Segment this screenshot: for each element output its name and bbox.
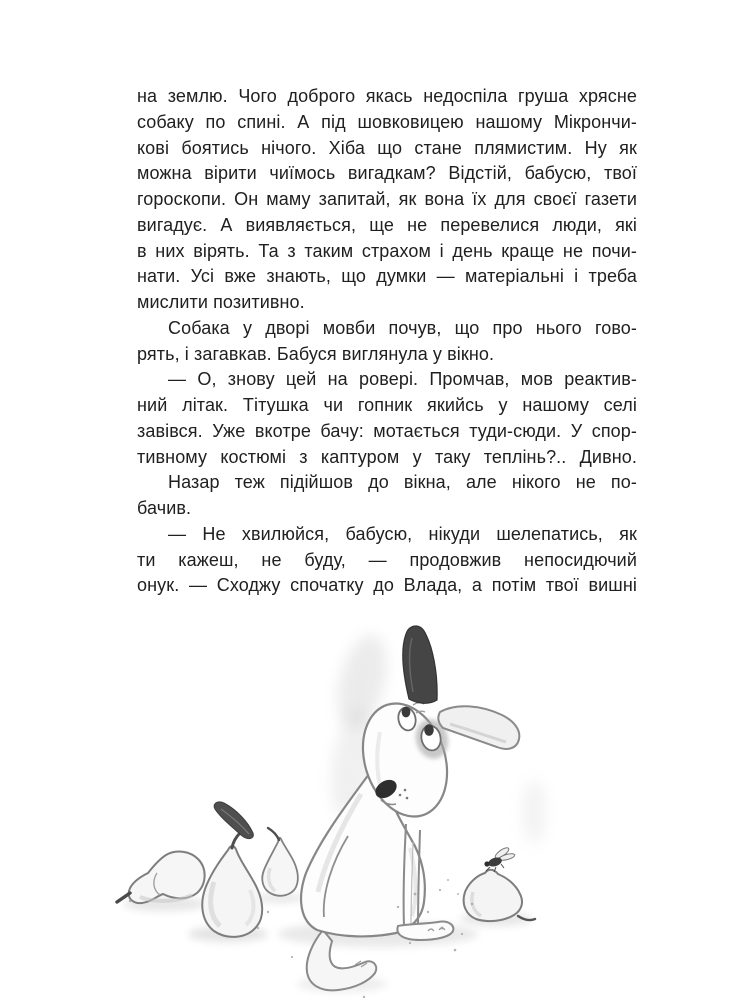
text-line: можна вірити чиїмось вигадкам? Відстій, бабусю, твої bbox=[137, 163, 637, 184]
text-line: гороскопи. Он маму запитай, як вона їх для своєї газети bbox=[137, 189, 637, 209]
text-line: в них вірять. Та з таким страхом і день краще не почи- bbox=[137, 240, 637, 261]
text-line: рять, і загавкав. Бабуся виглянула у вікно. bbox=[137, 343, 495, 364]
text-line: вигадує. А виявляється, ще не перевелися люди, які bbox=[137, 214, 637, 235]
text-line: — О, знову цей на ровері. Промчав, мов реактив- bbox=[168, 369, 637, 390]
illustration bbox=[110, 612, 570, 1000]
text-line: онук. — Сходжу спочатку до Влада, а потім твої вишні bbox=[137, 575, 637, 596]
pear-upright-with-leaf bbox=[202, 802, 262, 937]
text-line: собаку по спині. А під шовковицею нашому Мікрончи- bbox=[137, 111, 637, 132]
pear-upright-stem bbox=[232, 833, 240, 848]
text-line: мислити позитивно. bbox=[137, 292, 305, 312]
text-line: нати. Усі вже знають, що думки — матеріальні і треба bbox=[137, 266, 637, 287]
text-line: бачив. bbox=[137, 498, 192, 518]
pear-lying-stem bbox=[117, 893, 130, 902]
text-line: на землю. Чого доброго якась недоспіла груша хрясне bbox=[137, 86, 637, 106]
pear-lying bbox=[117, 852, 205, 904]
text-line: кові боятись нічого. Хіба що стане плямистим. Ну як bbox=[137, 137, 637, 158]
fly bbox=[484, 846, 515, 872]
dog-ear-dark bbox=[403, 626, 437, 703]
text-line: завівся. Уже вкотре бачу: мотається туди-сюди. У спор- bbox=[137, 420, 637, 441]
pear-small bbox=[262, 828, 298, 896]
text-line: ти кажеш, не буду, — продовжив непосидючий bbox=[137, 549, 637, 570]
pear-leaf bbox=[214, 802, 253, 839]
text-line: тивному костюмі з каптуром у таку теплінь?.. Дивно. bbox=[137, 446, 637, 467]
dog-ear-light bbox=[438, 706, 519, 749]
pear-small-stem bbox=[268, 828, 279, 840]
page-text bbox=[137, 84, 637, 599]
text-line: Назар теж підійшов до вікна, але нікого не по- bbox=[168, 472, 637, 493]
text-line: ний літак. Тітушка чи гопник якийсь у нашому селі bbox=[137, 395, 637, 415]
text-line: Собака у дворі мовби почув, що про нього гово- bbox=[168, 317, 637, 338]
dog-paw bbox=[397, 922, 453, 940]
pear-with-fly bbox=[464, 846, 535, 921]
text-line: — Не хвилюйся, бабусю, нікуди шелепатись, як bbox=[168, 523, 637, 544]
